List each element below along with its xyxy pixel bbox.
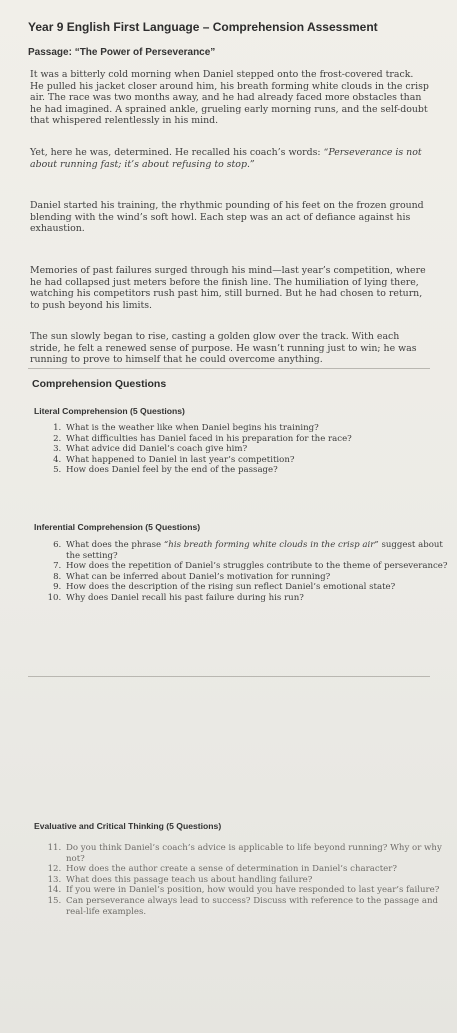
question-item: 15. Can perseverance always lead to success? Discuss with reference to the passage and real-life examples. xyxy=(64,896,454,917)
passage-paragraph-3: Daniel started his training, the rhythmic pounding of his feet on the frozen ground blending with the wind’s soft howl. Each step was an act of defiance against his exhaustion. xyxy=(30,200,424,235)
question-item: 2. What difficulties has Daniel faced in his preparation for the race? xyxy=(64,434,454,445)
passage-title: Passage: “The Power of Perseverance” xyxy=(28,47,216,58)
evaluative-question-list xyxy=(40,843,454,917)
passage-paragraph-1: It was a bitterly cold morning when Daniel stepped onto the frost-covered track. He pulled his jacket closer around him, his breath forming white clouds in the crisp air. The race was two months away, and he had already faced more obstacles than he had imagined. A sprained ankle, grueling early morning runs, and the self-doubt that whispered relentlessly in his mind. xyxy=(30,69,429,127)
inferential-question-list xyxy=(40,540,454,604)
question-6-quote: “his breath forming white clouds in the crisp air” xyxy=(163,540,379,550)
question-item: 1. What is the weather like when Daniel begins his training? xyxy=(64,423,454,434)
question-item: 8. What can be inferred about Daniel’s motivation for running? xyxy=(64,572,454,583)
question-6-lead: What does the phrase xyxy=(66,540,164,550)
evaluative-section-title: Evaluative and Critical Thinking (5 Questions) xyxy=(34,821,222,831)
question-item: 10. Why does Daniel recall his past failure during his run? xyxy=(64,593,454,604)
document-title: Year 9 English First Language – Comprehension Assessment xyxy=(28,20,378,34)
coach-quote: “Perseverance is not about running fast; it’s about refusing to stop.” xyxy=(30,147,422,170)
question-item: 11. Do you think Daniel’s coach’s advice is applicable to life beyond running? Why or why not? xyxy=(64,843,454,864)
question-item: 9. How does the description of the rising sun reflect Daniel’s emotional state? xyxy=(64,582,454,593)
passage-paragraph-2-text: Yet, here he was, determined. He recalled his coach’s words: xyxy=(30,147,324,158)
passage-paragraph-4: Memories of past failures surged through his mind—last year’s competition, where he had collapsed just meters before the finish line. The humiliation of lying there, watching his competitors rush past him, still burned. But he had chosen to return, to push beyond his limits. xyxy=(30,265,426,311)
questions-heading: Comprehension Questions xyxy=(32,378,167,390)
inferential-section-title: Inferential Comprehension (5 Questions) xyxy=(34,522,201,532)
question-6-tail: suggest about the setting? xyxy=(66,540,443,561)
question-item xyxy=(64,540,454,561)
question-item: 5. How does Daniel feel by the end of the passage? xyxy=(64,465,454,476)
literal-section-title: Literal Comprehension (5 Questions) xyxy=(34,406,185,416)
question-item: 14. If you were in Daniel’s position, how would you have responded to last year’s failure? xyxy=(64,885,454,896)
question-item: 3. What advice did Daniel’s coach give him? xyxy=(64,444,454,455)
question-item: 7. How does the repetition of Daniel’s struggles contribute to the theme of perseverance? xyxy=(64,561,454,572)
question-item: 13. What does this passage teach us about handling failure? xyxy=(64,875,454,886)
question-item: 4. What happened to Daniel in last year’s competition? xyxy=(64,455,454,466)
passage-paragraph-2 xyxy=(30,147,430,170)
passage-paragraph-5: The sun slowly began to rise, casting a golden glow over the track. With each stride, he felt a renewed sense of purpose. He wasn’t running just to win; he was running to prove to himself that he could overcome anything. xyxy=(30,331,417,366)
section-divider xyxy=(28,368,430,369)
question-item: 12. How does the author create a sense of determination in Daniel’s character? xyxy=(64,864,454,875)
literal-question-list xyxy=(40,423,454,476)
section-divider xyxy=(28,676,430,677)
